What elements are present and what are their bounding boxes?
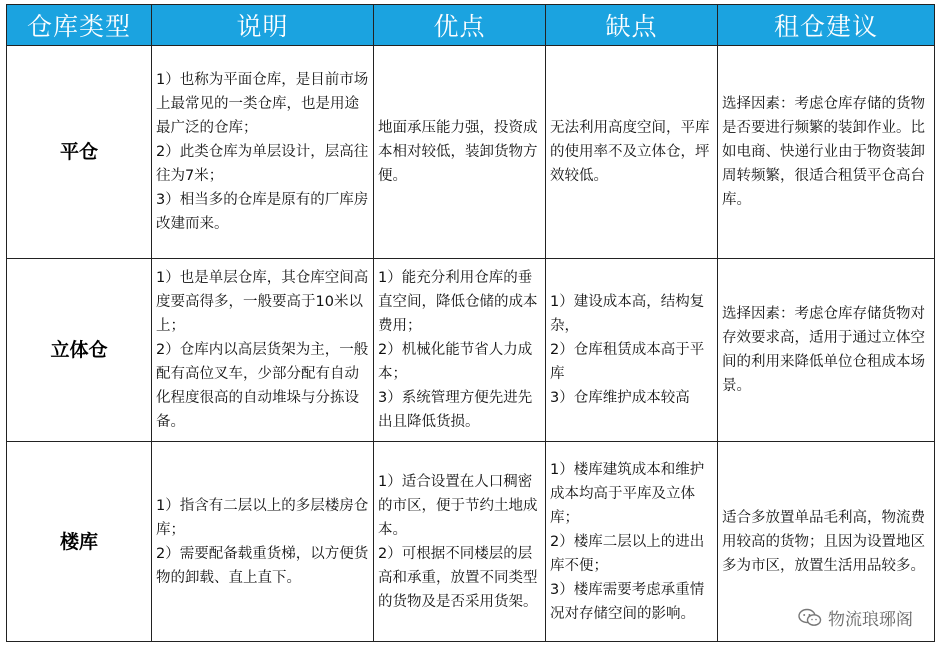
header-type: 仓库类型 xyxy=(7,5,152,46)
row-type: 立体仓 xyxy=(7,259,152,442)
wechat-icon xyxy=(798,608,822,628)
row-desc xyxy=(152,442,374,642)
row-cons xyxy=(546,442,718,642)
advice-line: 选择因素：考虑仓库存储的货物是否要进行频繁的装卸作业。比如电商、快递行业由于物资装卸周转频繁，很适合租赁平仓高台库。 xyxy=(722,96,925,208)
header-desc: 说明 xyxy=(152,5,374,46)
header-advice: 租仓建议 xyxy=(718,5,935,46)
desc-line: 1）也称为平面仓库，是目前市场上最常见的一类仓库，也是用途最广泛的仓库； xyxy=(156,72,369,136)
row-type: 楼库 xyxy=(7,442,152,642)
cons-line: 3）仓库维护成本较高 xyxy=(550,390,690,406)
cons-line: 无法利用高度空间，平库的使用率不及立体仓，坪效较低。 xyxy=(550,120,710,184)
row-desc xyxy=(152,46,374,259)
watermark xyxy=(798,605,913,630)
table-header-row xyxy=(7,5,935,46)
desc-line: 1）也是单层仓库，其仓库空间高度要高得多，一般要高于10米以上； xyxy=(156,270,369,334)
header-pros: 优点 xyxy=(374,5,546,46)
cons-line: 2）仓库租赁成本高于平库 xyxy=(550,342,705,382)
row-advice xyxy=(718,259,935,442)
table-row xyxy=(7,46,935,259)
row-desc xyxy=(152,259,374,442)
row-advice xyxy=(718,46,935,259)
advice-line: 适合多放置单品毛利高，物流费用较高的货物；且因为设置地区多为市区，放置生活用品较多。 xyxy=(722,509,925,574)
pros-line: 1）适合设置在人口稠密的市区，便于节约土地成本。 xyxy=(378,473,538,538)
table-row xyxy=(7,442,935,642)
table-row xyxy=(7,259,935,442)
cons-line: 3）楼库需要考虑承重情况对存储空间的影响。 xyxy=(550,581,705,622)
cons-line: 1）建设成本高，结构复杂， xyxy=(550,294,705,334)
desc-line: 3）相当多的仓库是原有的厂库房改建而来。 xyxy=(156,192,369,232)
row-pros xyxy=(374,442,546,642)
desc-line: 1）指含有二层以上的多层楼房仓库； xyxy=(156,497,369,538)
desc-line: 2）仓库内以高层货架为主，一般配有高位叉车，少部分配有自动化程度很高的自动堆垛与分拣设备。 xyxy=(156,342,369,430)
watermark-text: 物流琅琊阁 xyxy=(828,610,913,630)
row-pros xyxy=(374,259,546,442)
row-cons xyxy=(546,259,718,442)
row-cons xyxy=(546,46,718,259)
warehouse-comparison-table xyxy=(6,4,935,642)
cons-line: 1）楼库建筑成本和维护成本均高于平库及立体库； xyxy=(550,461,705,526)
pros-line: 3）系统管理方便先进先出且降低货损。 xyxy=(378,390,533,430)
row-pros xyxy=(374,46,546,259)
desc-line: 2）此类仓库为单层设计，层高往往为7米； xyxy=(156,144,369,184)
pros-line: 2）可根据不同楼层的层高和承重，放置不同类型的货物及是否采用货架。 xyxy=(378,545,538,610)
pros-line: 2）机械化能节省人力成本； xyxy=(378,342,533,382)
row-type: 平仓 xyxy=(7,46,152,259)
advice-line: 选择因素：考虑仓库存储货物对存效要求高，适用于通过立体空间的利用来降低单位仓租成本场景。 xyxy=(722,306,925,394)
header-cons: 缺点 xyxy=(546,5,718,46)
cons-line: 2）楼库二层以上的进出库不便； xyxy=(550,533,705,574)
pros-line: 地面承压能力强，投资成本相对较低，装卸货物方便。 xyxy=(378,120,538,184)
desc-line: 2）需要配备载重货梯，以方便货物的卸载、直上直下。 xyxy=(156,545,369,586)
pros-line: 1）能充分利用仓库的垂直空间，降低仓储的成本费用； xyxy=(378,270,538,334)
